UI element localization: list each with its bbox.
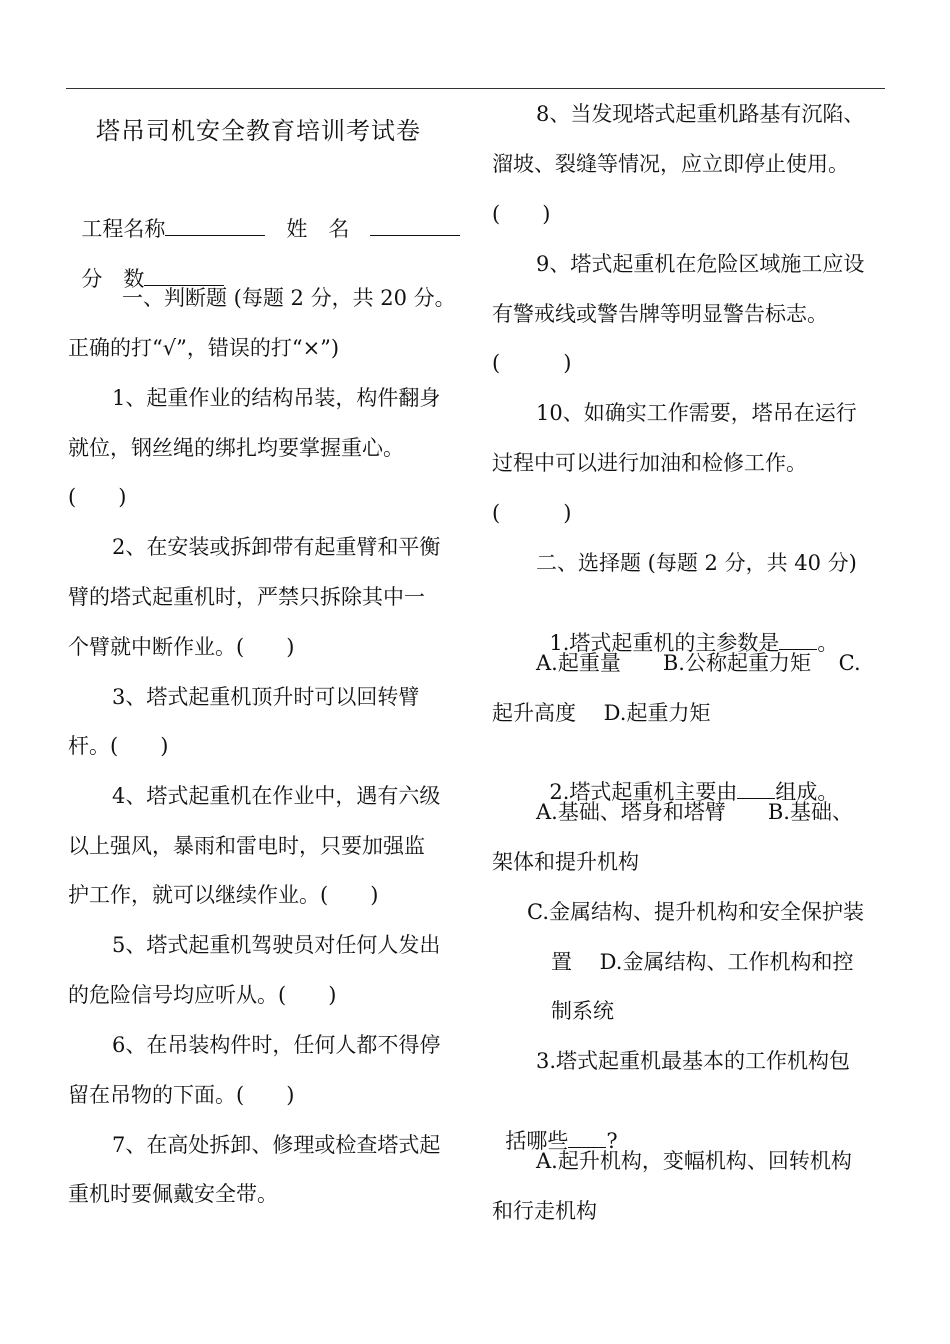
choice-2-stem-end: 组成。 xyxy=(775,780,839,804)
question-9-answer[interactable]: ( ) xyxy=(492,351,572,375)
choice-1-stem-end: 。 xyxy=(817,631,839,655)
choice-2-stem-text: 2.塔式起重机主要由 xyxy=(549,780,738,804)
question-1-line-1: 1、起重作业的结构吊装，构件翻身 xyxy=(112,386,441,410)
question-6-line-2: 留在吊物的下面。( ) xyxy=(68,1083,295,1107)
question-2-line-2: 臂的塔式起重机时，严禁只拆除其中一 xyxy=(68,585,425,609)
score-label: 分 数 xyxy=(81,267,145,291)
question-10-line-2: 过程中可以进行加油和检修工作。 xyxy=(492,451,807,475)
question-3-line-1: 3、塔式起重机顶升时可以回转臂 xyxy=(112,685,420,709)
choice-3-stem-line-1: 3.塔式起重机最基本的工作机构包 xyxy=(536,1049,851,1073)
question-1-answer[interactable]: ( ) xyxy=(68,485,127,509)
choice-1-options-line-2: 起升高度 D.起重力矩 xyxy=(492,701,711,725)
choice-2-options-line-5: 制系统 xyxy=(551,999,614,1023)
question-9-line-2: 有警戒线或警告牌等明显警告标志。 xyxy=(492,302,828,326)
question-7-line-1: 7、在高处拆卸、修理或检查塔式起 xyxy=(112,1133,441,1157)
choice-2-options-line-2: 架体和提升机构 xyxy=(492,850,639,874)
question-10-answer[interactable]: ( ) xyxy=(492,501,572,525)
question-4-line-3: 护工作，就可以继续作业。( ) xyxy=(68,883,379,907)
question-2-line-3: 个臂就中断作业。( ) xyxy=(68,635,295,659)
choice-3-options-line-1: A.起升机构，变幅机构、回转机构 xyxy=(536,1149,852,1173)
question-10-line-1: 10、如确实工作需要，塔吊在运行 xyxy=(536,401,857,425)
question-5-line-2: 的危险信号均应听从。( ) xyxy=(68,983,337,1007)
question-8-line-1: 8、当发现塔式起重机路基有沉陷、 xyxy=(536,102,865,126)
question-8-answer[interactable]: ( ) xyxy=(492,202,551,226)
question-8-line-2: 溜坡、裂缝等情况，应立即停止使用。 xyxy=(492,152,849,176)
question-3-line-2: 杆。( ) xyxy=(68,734,169,758)
exam-title: 塔吊司机安全教育培训考试卷 xyxy=(96,117,421,145)
choice-2-options-line-4: 置 D.金属结构、工作机构和控 xyxy=(551,950,854,974)
choice-3-stem-text: 括哪些 xyxy=(505,1129,569,1153)
choice-2-options-line-3: C.金属结构、提升机构和安全保护装 xyxy=(527,900,864,924)
choice-3-stem-end: ? xyxy=(606,1129,618,1153)
choice-3-blank[interactable] xyxy=(568,1127,606,1148)
name-label: 姓 名 xyxy=(286,217,350,241)
question-5-line-1: 5、塔式起重机驾驶员对任何人发出 xyxy=(112,933,441,957)
choice-1-options-line-1: A.起重量 B.公称起重力矩 C. xyxy=(536,651,861,675)
question-1-line-2: 就位，钢丝绳的绑扎均要掌握重心。 xyxy=(68,436,404,460)
project-name-label: 工程名称 xyxy=(81,217,166,241)
question-7-line-2: 重机时要佩戴安全带。 xyxy=(68,1182,278,1206)
section2-heading: 二、选择题 (每题 2 分，共 40 分) xyxy=(536,551,857,575)
top-rule xyxy=(66,88,885,89)
section1-heading-cont: 正确的打“√”，错误的打“×”) xyxy=(68,336,340,360)
question-4-line-2: 以上强风，暴雨和雷电时，只要加强监 xyxy=(68,834,425,858)
choice-1-blank[interactable] xyxy=(779,629,817,650)
name-field[interactable] xyxy=(370,213,460,236)
choice-2-options-line-1: A.基础、塔身和塔臂 B.基础、 xyxy=(536,800,853,824)
choice-3-options-line-2: 和行走机构 xyxy=(492,1199,597,1223)
question-9-line-1: 9、塔式起重机在危险区域施工应设 xyxy=(536,252,865,276)
question-6-line-1: 6、在吊装构件时，任何人都不得停 xyxy=(112,1033,441,1057)
question-2-line-1: 2、在安装或拆卸带有起重臂和平衡 xyxy=(112,535,441,559)
choice-2-blank[interactable] xyxy=(737,778,775,799)
question-4-line-1: 4、塔式起重机在作业中，遇有六级 xyxy=(112,784,441,808)
choice-1-stem-text: 1.塔式起重机的主参数是 xyxy=(549,631,780,655)
section1-heading: 一、判断题 (每题 2 分，共 20 分。 xyxy=(122,286,456,310)
